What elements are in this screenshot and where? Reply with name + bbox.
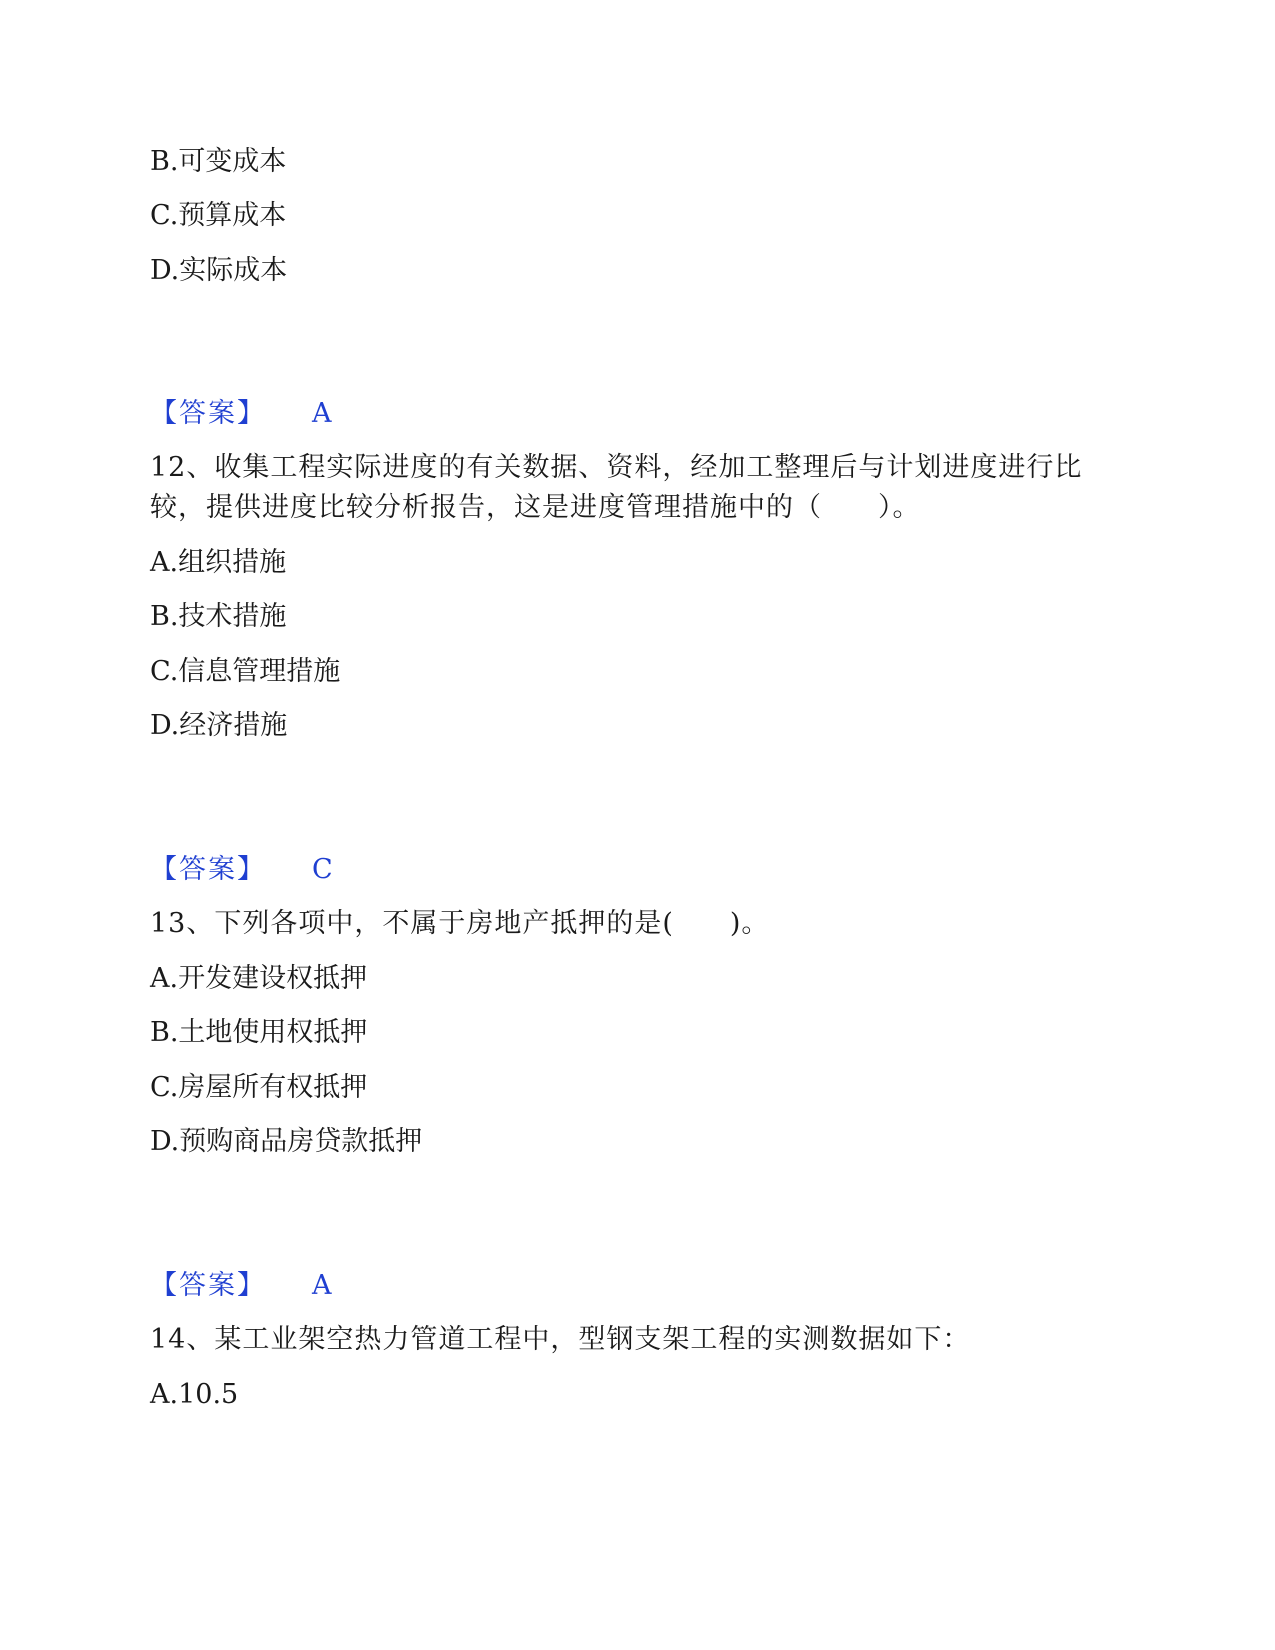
option-c: C.房屋所有权抵押 [150, 1072, 368, 1103]
question-stem-line2: 较，提供进度比较分析报告，这是进度管理措施中的（ ）。 [150, 492, 921, 523]
option-d: D.经济措施 [150, 710, 288, 741]
question-stem: 13、下列各项中，不属于房地产抵押的是( )。 [150, 908, 770, 939]
option-a: A.开发建设权抵押 [150, 963, 368, 994]
option-c: C.信息管理措施 [150, 656, 341, 687]
option-b: B.土地使用权抵押 [150, 1017, 368, 1048]
answer-label: 【答案】 [150, 1270, 266, 1301]
answer-row [150, 398, 332, 430]
answer-value: A [312, 398, 332, 429]
answer-label: 【答案】 [150, 398, 266, 429]
option-d: D.预购商品房贷款抵押 [150, 1126, 423, 1157]
option-c: C.预算成本 [150, 200, 287, 231]
answer-row [150, 854, 333, 886]
question-stem-line1: 12、收集工程实际进度的有关数据、资料，经加工整理后与计划进度进行比 [150, 452, 1083, 483]
answer-label: 【答案】 [150, 854, 266, 885]
option-a: A.10.5 [150, 1379, 239, 1410]
answer-row [150, 1270, 332, 1302]
answer-value: A [312, 1270, 332, 1301]
question-stem: 14、某工业架空热力管道工程中，型钢支架工程的实测数据如下： [150, 1324, 971, 1355]
option-a: A.组织措施 [150, 547, 287, 578]
option-b: B.可变成本 [150, 146, 287, 177]
option-d: D.实际成本 [150, 255, 288, 286]
option-b: B.技术措施 [150, 601, 287, 632]
answer-value: C [312, 854, 333, 885]
